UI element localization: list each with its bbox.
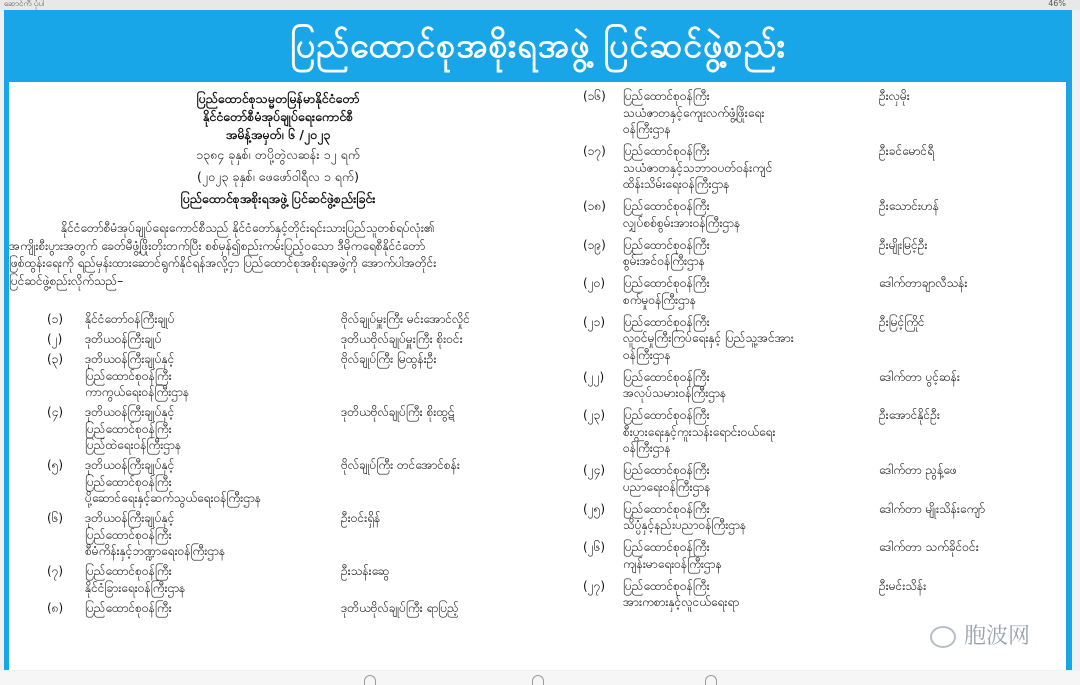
item-number: (၂၁) [583, 314, 606, 329]
position-line: ဒုတိယဝန်ကြီးချုပ်နှင့် [85, 458, 175, 472]
appointee-name: ဗိုလ်ချုပ်မှူးကြီး မင်းအောင်လှိုင် [341, 312, 470, 326]
item-position [85, 600, 172, 617]
position-line: စက်မှုဝန်ကြီးဌာန [623, 292, 696, 307]
appointee-name: ဦးမျိုးမြင့်ဦး [879, 237, 928, 252]
position-line: နိုင်ငံခြားရေးဝန်ကြီးဌာန [85, 580, 186, 595]
position-line: စီမံကိန်းနှင့်ဘဏ္ဍာရေးဝန်ကြီးဌာန [85, 544, 226, 558]
position-line: ပြည်ထောင်စုဝန်ကြီး [85, 600, 172, 615]
position-line: ဒုတိယဝန်ကြီးချုပ်နှင့် [85, 511, 175, 525]
appointee-name: ဗိုလ်ချုပ်ကြီး မြထွန်းဦး [341, 352, 437, 366]
nav-icon[interactable] [364, 675, 376, 685]
item-number: (၂၆) [583, 540, 606, 554]
intro-paragraph [9, 220, 541, 290]
position-line: ကာကွယ်ရေးဝန်ကြီးဌာန [85, 385, 190, 399]
position-line: ပြည်ထောင်စုဝန်ကြီး [85, 474, 172, 489]
item-number: (၄) [47, 405, 64, 419]
document-sheet[interactable] [9, 82, 1066, 670]
position-line: သယံဇာတနှင့်ကျေးလက်ဖွံ့ဖြိုးရေး [623, 105, 765, 120]
item-number: (၂) [47, 332, 63, 346]
banner-title: ပြည်ထောင်စုအစိုးရအဖွဲ့ ပြင်ဆင်ဖွဲ့စည်း [290, 26, 786, 66]
position-line: ပြည်ထောင်စုဝန်ကြီး [623, 89, 710, 103]
item-number: (၂၄) [583, 463, 606, 477]
watermark-text: 胞波网 [964, 624, 1031, 649]
status-left-text: ဆောင်ကီ ပုံပါ [4, 0, 45, 8]
appointee-name: ဦးမင်းသိန်း [879, 578, 927, 593]
item-number: (၆) [47, 511, 64, 525]
item-number: (၂၂) [583, 369, 605, 384]
position-line: ပြည်ထောင်စုဝန်ကြီး [623, 314, 710, 329]
intro-line: နိုင်ငံတော်စီမံအုပ်ချုပ်ရေးကောင်စီသည် နိုင်ငံတော်နှင့်တိုင်းရင်းသားပြည်သူတစ်ရပ်လုံး၏ [61, 221, 435, 235]
item-position [623, 88, 764, 138]
appointee-name: ဒုတိယဗိုလ်ချုပ်ကြီး ရာပြည့် [341, 600, 459, 615]
item-position [623, 369, 726, 402]
item-number: (၃) [47, 352, 64, 366]
item-number: (၂၇) [583, 578, 606, 593]
appointee-name: ဦးအောင်နိုင်ဦး [879, 408, 940, 422]
nav-icon[interactable] [705, 675, 717, 685]
position-line: အားကစားနှင့်လူငယ်ရေးရာ [623, 595, 740, 609]
item-position [623, 407, 775, 457]
item-position [623, 314, 794, 364]
position-line: နိုင်ငံတော်ဝန်ကြီးချုပ် [85, 312, 175, 326]
item-position [85, 311, 175, 328]
item-position [85, 457, 261, 507]
item-number: (၂၃) [583, 408, 606, 422]
appointee-name: ဒေါက်တာ ပွင့်ဆန်း [879, 369, 960, 384]
position-line: ပညာရေးဝန်ကြီးဌာန [623, 479, 711, 494]
item-position [623, 143, 773, 193]
item-number: (၂၅) [583, 501, 606, 516]
position-line: ကျန်းမာရေးဝန်ကြီးဌာန [623, 556, 722, 571]
appointee-name: ဒေါက်တာ သက်ခိုင်ဝင်း [879, 540, 979, 554]
position-line: စီးပွားရေးနှင့်ကူးသန်းရောင်းဝယ်ရေး [623, 424, 776, 439]
position-line: ပြည်ထောင်စုဝန်ကြီး [85, 564, 172, 578]
item-number: (၁၈) [583, 199, 606, 213]
appointee-name: ဦးဝင်းရှိန် [341, 511, 381, 525]
intro-line: အကျိုးစီးပွားအတွက် ခေတ်မီဖွံ့ဖြိုးတိုးတက်ပြီး စစ်မှန်၍စည်းကမ်းပြည့်ဝသော ဒီမိုကရေစီနိုင်ငံတော် [9, 238, 426, 253]
position-line: သိပ္ပံနှင့်နည်းပညာဝန်ကြီးဌာန [623, 518, 747, 532]
position-line: ထိန်းသိမ်းရေးဝန်ကြီးဌာန [623, 177, 730, 191]
item-number: (၇) [47, 564, 64, 578]
intro-line: ဖြစ်ထွန်းရေးကို ရည်မှန်းထားဆောင်ရွက်နိုင်ရန်အလို့ငှာ ပြည်ထောင်စုအစိုးရအဖွဲ့ကို အောက်ပါအတိုင်း [9, 256, 437, 270]
item-position [623, 275, 710, 308]
intro-line: ပြင်ဆင်ဖွဲ့စည်းလိုက်သည်– [9, 273, 124, 288]
position-line: လျှပ်စစ်စွမ်းအားဝန်ကြီးဌာန [623, 215, 741, 230]
appointee-name: ဒေါက်တာ ညွန့်ဖေ [879, 463, 957, 477]
item-position [623, 539, 722, 572]
position-line: ပြည်ထောင်စုဝန်ကြီး [85, 368, 172, 383]
position-line: ပြည်ထောင်စုဝန်ကြီး [623, 408, 710, 422]
header-order-number: အမိန့်အမှတ်၊ ၆ /၂၀၂၃ [225, 127, 331, 142]
item-position [85, 510, 225, 560]
item-position [85, 563, 185, 596]
position-line: ဒုတိယဝန်ကြီးချုပ် [85, 332, 162, 346]
position-line: ပြည်ထောင်စုဝန်ကြီး [623, 199, 710, 213]
position-line: ဝန်ကြီးဌာန [623, 441, 671, 455]
watermark-logo-icon [930, 626, 956, 648]
item-number: (၅) [47, 458, 64, 472]
header-country: ပြည်ထောင်စုသမ္မတမြန်မာနိုင်ငံတော် [196, 91, 360, 106]
item-position [85, 351, 189, 401]
position-line: ပြည်ထောင်စုဝန်ကြီး [85, 421, 172, 436]
item-number: (၁၆) [583, 89, 606, 103]
document-frame [4, 10, 1072, 670]
header-myanmar-date: ၁၃၈၄ ခုနှစ်၊ တပို့တွဲလဆန်း ၁၂ ရက် [195, 147, 361, 162]
position-line: သယံဇာတနှင့်သဘာဝပတ်ဝန်းကျင် [623, 160, 773, 175]
item-position [85, 404, 181, 454]
position-line: ပြည်ထောင်စုဝန်ကြီး [85, 527, 172, 542]
header-subject: ပြည်ထောင်စုအစိုးရအဖွဲ့ ပြင်ဆင်ဖွဲ့စည်းခြင်း [180, 191, 376, 206]
position-line: ပြည်ထောင်စုဝန်ကြီး [623, 237, 710, 252]
item-number: (၁၇) [583, 144, 606, 158]
position-line: အလုပ်သမားဝန်ကြီးဌာန [623, 386, 727, 400]
status-bar [0, 0, 1080, 10]
position-line: ဝန်ကြီးဌာန [623, 122, 671, 136]
position-line: ပြည်ထောင်စုဝန်ကြီး [623, 369, 710, 384]
header-gregorian-date: (၂၀၂၃ ခုနှစ်၊ ဖေဖော်ဝါရီလ ၁ ရက်) [197, 169, 359, 184]
item-position [85, 331, 162, 348]
appointee-name: ဗိုလ်ချုပ်ကြီး တင်အောင်စန်း [341, 458, 460, 472]
position-line: လူဝင်မှုကြီးကြပ်ရေးနှင့် ပြည်သူ့အင်အား [623, 331, 794, 345]
position-line: ပြည်ထောင်စုဝန်ကြီး [623, 463, 710, 477]
item-number: (၂၀) [583, 276, 606, 290]
appointee-name: ဦးသန်းဆွေ [341, 564, 390, 578]
item-number: (၁) [47, 312, 64, 326]
position-line: ဒုတိယဝန်ကြီးချုပ်နှင့် [85, 405, 175, 419]
appointee-name: ဒေါက်တာချာလီသန်း [879, 276, 968, 290]
appointee-name: ဦးခင်မောင်ရီ [879, 144, 934, 158]
item-number: (၁၉) [583, 237, 606, 252]
item-position [623, 237, 710, 270]
battery-indicator: 46% [1048, 0, 1066, 8]
appointee-name: ဒုတိယဗိုလ်ချုပ်ကြီး စိုးထွဋ် [341, 405, 455, 419]
left-column [9, 82, 547, 670]
position-line: ပြည်ထောင်စုဝန်ကြီး [623, 540, 710, 554]
right-column [577, 82, 1066, 670]
position-line: ပို့ဆောင်ရေးနှင့်ဆက်သွယ်ရေးဝန်ကြီးဌာန [85, 491, 261, 505]
bottom-bar [0, 671, 1080, 685]
appointee-name: ဒေါက်တာ မျိုးသိန်းကျော် [879, 501, 986, 516]
header-council: နိုင်ငံတော်စီမံအုပ်ချုပ်ရေးကောင်စီ [202, 109, 354, 124]
position-line: ပြည်ထောင်စုဝန်ကြီး [623, 144, 710, 158]
appointee-name: ဦးလှမိုး [879, 89, 910, 103]
item-position [623, 578, 739, 611]
item-position [623, 462, 710, 495]
position-line: စွမ်းအင်ဝန်ကြီးဌာန [623, 254, 705, 268]
item-position [623, 501, 746, 534]
position-line: ဒုတိယဝန်ကြီးချုပ်နှင့် [85, 352, 175, 366]
watermark [930, 622, 1050, 652]
position-line: ဝန်ကြီးဌာန [623, 347, 671, 362]
position-line: ပြည်ထဲရေးဝန်ကြီးဌာန [85, 438, 182, 452]
position-line: ပြည်ထောင်စုဝန်ကြီး [623, 578, 710, 593]
item-number: (၈) [47, 600, 64, 615]
appointee-name: ဦးမြင့်ကြိုင် [879, 314, 925, 329]
position-line: ပြည်ထောင်စုဝန်ကြီး [623, 501, 710, 516]
nav-icon[interactable] [532, 675, 544, 685]
position-line: ပြည်ထောင်စုဝန်ကြီး [623, 276, 710, 290]
item-position [623, 198, 740, 231]
appointee-name: ဦးသောင်းဟန် [879, 199, 939, 213]
appointee-name: ဒုတိယဗိုလ်ချုပ်မှူးကြီး စိုးဝင်း [341, 332, 463, 346]
